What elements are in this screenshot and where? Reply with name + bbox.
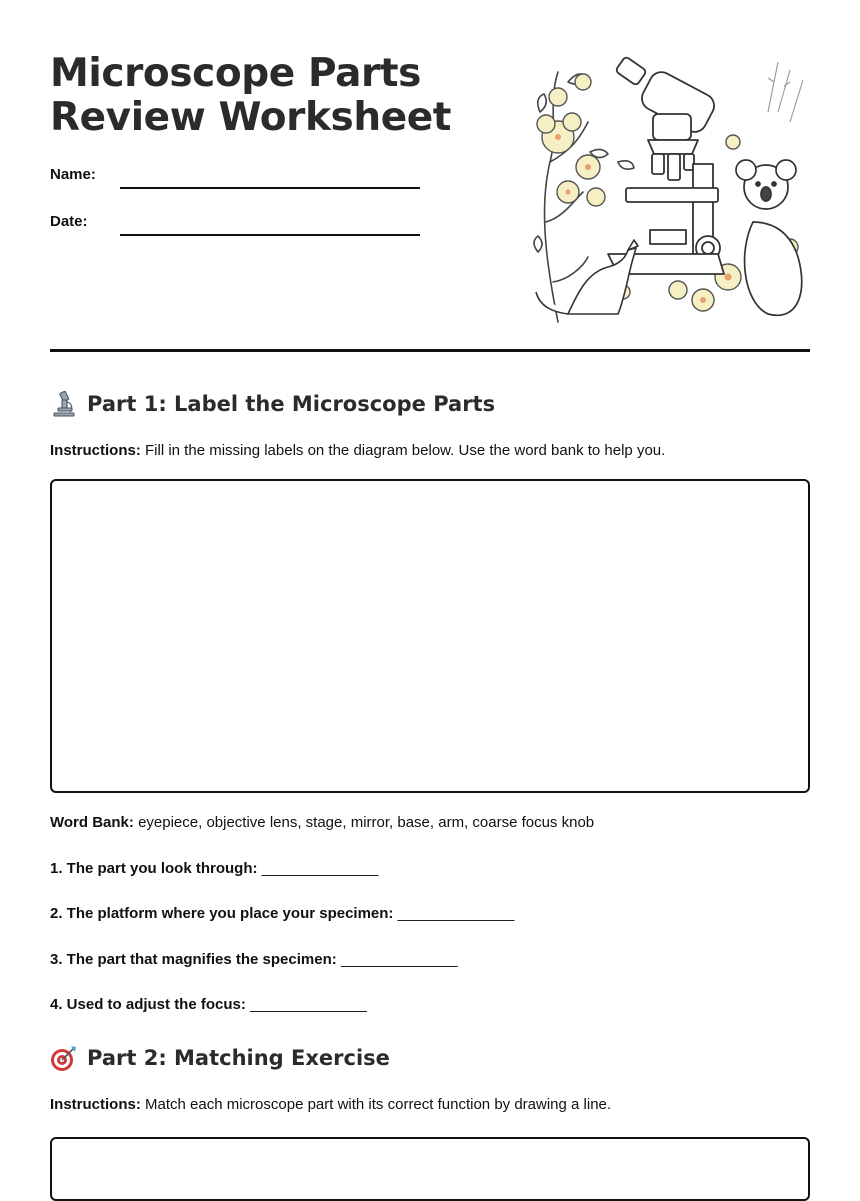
part1-instructions <box>50 442 665 459</box>
question-1 <box>50 860 378 877</box>
part1-heading-text: Part 1: Label the Microscope Parts <box>87 392 496 416</box>
worksheet-title <box>50 52 490 140</box>
question-text: 3. The part that magnifies the specimen: <box>50 951 337 968</box>
microscope-illustration <box>528 52 810 328</box>
title-line-2: Review Worksheet <box>50 95 452 140</box>
name-field-row <box>50 166 430 196</box>
part2-heading <box>50 1042 390 1074</box>
question-2 <box>50 905 514 922</box>
question-3 <box>50 951 458 968</box>
name-field[interactable] <box>120 187 420 189</box>
part2-instructions <box>50 1096 611 1113</box>
question-text: 4. Used to adjust the focus: <box>50 996 246 1013</box>
target-dart-icon <box>50 1044 78 1072</box>
microscope-koala-kangaroo-illustration-icon <box>528 52 810 328</box>
word-bank-text: eyepiece, objective lens, stage, mirror, base, arm, coarse focus knob <box>133 814 595 831</box>
word-bank <box>50 814 594 831</box>
name-label: Name: <box>50 166 96 183</box>
answer-blank[interactable]: ______________ <box>261 860 379 877</box>
date-field-row <box>50 213 430 243</box>
answer-blank[interactable]: ______________ <box>250 996 367 1013</box>
answer-blank[interactable]: ______________ <box>340 951 458 968</box>
word-bank-label: Word Bank: <box>50 814 134 831</box>
question-text: 1. The part you look through: <box>50 860 258 877</box>
question-4 <box>50 996 367 1013</box>
label-diagram-area <box>50 479 810 793</box>
part1-instructions-text: Fill in the missing labels on the diagram below. Use the word bank to help you. <box>140 442 666 459</box>
part2-heading-text: Part 2: Matching Exercise <box>87 1046 390 1070</box>
part2-instructions-text: Match each microscope part with its correct function by drawing a line. <box>140 1096 612 1113</box>
part2-instructions-label: Instructions: <box>50 1096 141 1113</box>
date-label: Date: <box>50 213 88 230</box>
title-line-1: Microscope Parts <box>50 51 421 96</box>
header-divider <box>50 349 810 352</box>
part1-instructions-label: Instructions: <box>50 442 141 459</box>
answer-blank[interactable]: ______________ <box>397 905 515 922</box>
date-field[interactable] <box>120 234 420 236</box>
part1-heading <box>50 388 495 420</box>
question-text: 2. The platform where you place your specimen: <box>50 905 394 922</box>
matching-exercise-area <box>50 1137 810 1201</box>
microscope-icon <box>50 390 78 418</box>
